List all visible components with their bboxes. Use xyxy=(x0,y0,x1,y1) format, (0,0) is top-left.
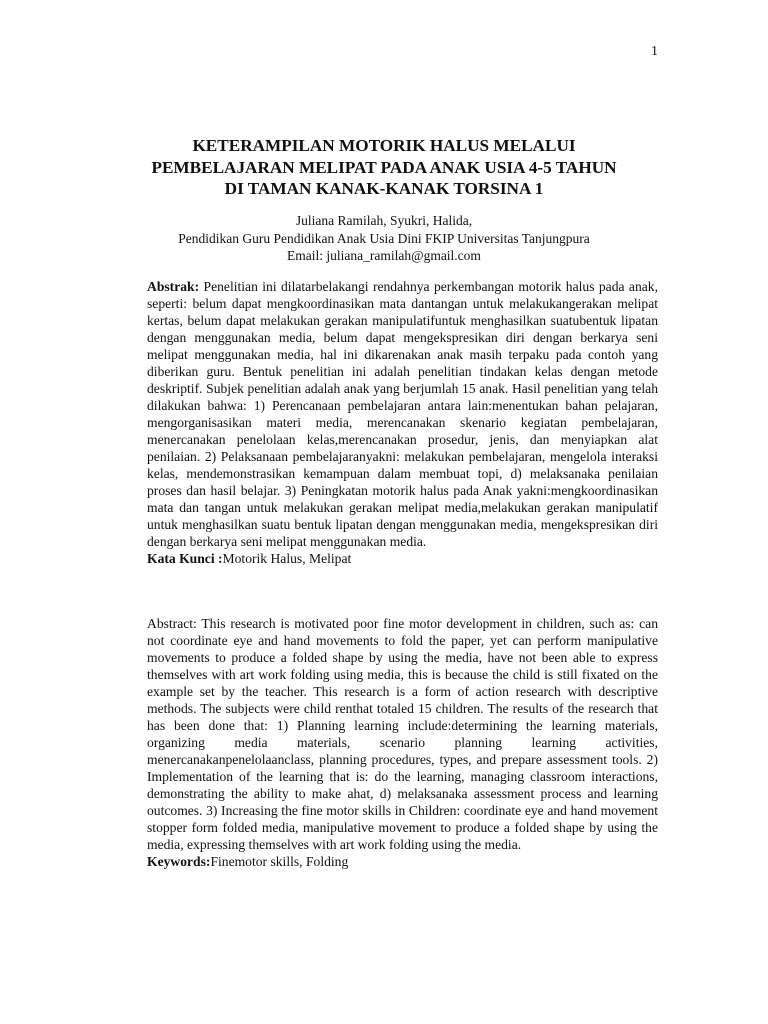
kata-kunci xyxy=(147,550,658,567)
abstract-id-label: Abstrak: xyxy=(147,279,200,294)
page-number: 1 xyxy=(651,44,658,59)
title-line-2: PEMBELAJARAN MELIPAT PADA ANAK USIA 4-5 TAHUN xyxy=(151,157,617,177)
title-line-3: DI TAMAN KANAK-KANAK TORSINA 1 xyxy=(224,179,544,198)
keywords-text: Finemotor skills, Folding xyxy=(210,854,349,869)
author-names: Juliana Ramilah, Syukri, Halida, xyxy=(295,213,473,228)
kata-kunci-text: Motorik Halus, Melipat xyxy=(222,551,352,566)
author-affiliation: Pendidikan Guru Pendidikan Anak Usia Dini FKIP Universitas Tanjungpura xyxy=(178,230,590,246)
abstract-id-paragraph xyxy=(147,278,658,550)
author-block xyxy=(120,212,648,265)
kata-kunci-label: Kata Kunci : xyxy=(147,551,223,566)
paper-title xyxy=(120,135,648,200)
abstract-en-text: Abstract: This research is motivated poor fine motor development in children, such as: can not coordinate eye and hand movements to fold the paper, yet can perform manipulative movements to produce a folded shape by using the media, have not been able to express themselves with art work folding using media, this is because the child is still fixated on the example set by the teacher. This research is a form of action research with descriptive methods. The subjects were child renthat totaled 15 children. The results of the research that has been done that: 1) Planning learning include:determining the learning materials, organizing media materials, scenario planning learning activities, menercanakanpenelolaanclass, planning procedures, types, and prepare assessment tools. 2) Implementation of the learning that is: do the learning, managing classroom interactions, demonstrating the ability to make ahat, d) melaksanaka assessment process and learning outcomes. 3) Increasing the fine motor skills in Children: coordinate eye and hand movement stopper form folded media, manipulative movement to produce a folded shape by using the media, expressing themselves with art work folding using the media. xyxy=(147,616,658,852)
abstract-english xyxy=(147,615,658,870)
abstract-id-text: Penelitian ini dilatarbelakangi rendahnya perkembangan motorik halus pada anak, seperti: belum dapat mengkoordinasikan mata dantangan untuk melakukangerakan melipat kertas, belum dapat melakukan gerakan manipulatifuntuk menghasilkan suatubentuk lipatan dengan menggunakan media, belum dapat mengekspresikan diri dengan berkarya seni melipat menggunakan media, hal ini dikarenakan anak masih terpaku pada contoh yang diberikan guru. Bentuk penelitian ini adalah penelitian tindakan kelas dengan metode deskriptif. Subjek penelitian adalah anak yang berjumlah 15 anak. Hasil penelitian yang telah dilakukan bahwa: 1) Perencanaan pembelajaran antara lain:menentukan bahan pelajaran, mengorganisasikan materi media, merencanakan skenario kegiatan pembelajaran, menercanakan penelolaan kelas,merencanakan prosedur, jenis, dan menyiapkan alat penilaian. 2) Pelaksanaan pembelajaranyakni: melakukan pembelajaran, mengelola interaksi kelas, mendemonstrasikan kemampuan dalam membuat topi, d) melaksanaka penilaian proses dan hasil belajar. 3) Peningkatan motorik halus pada Anak yakni:mengkoordinasikan mata dan tangan untuk melakukan gerakan melipat media,melakukan gerakan manipulatif untuk menghasilkan suatu bentuk lipatan dengan menggunakan media, mengekspresikan diri dengan berkarya seni melipat menggunakan media. xyxy=(147,279,658,549)
keywords-label: Keywords: xyxy=(147,854,211,869)
abstract-indonesian xyxy=(147,278,658,567)
keywords xyxy=(147,853,658,870)
title-line-1: KETERAMPILAN MOTORIK HALUS MELALUI xyxy=(192,136,576,155)
author-email: Email: juliana_ramilah@gmail.com xyxy=(287,248,481,263)
